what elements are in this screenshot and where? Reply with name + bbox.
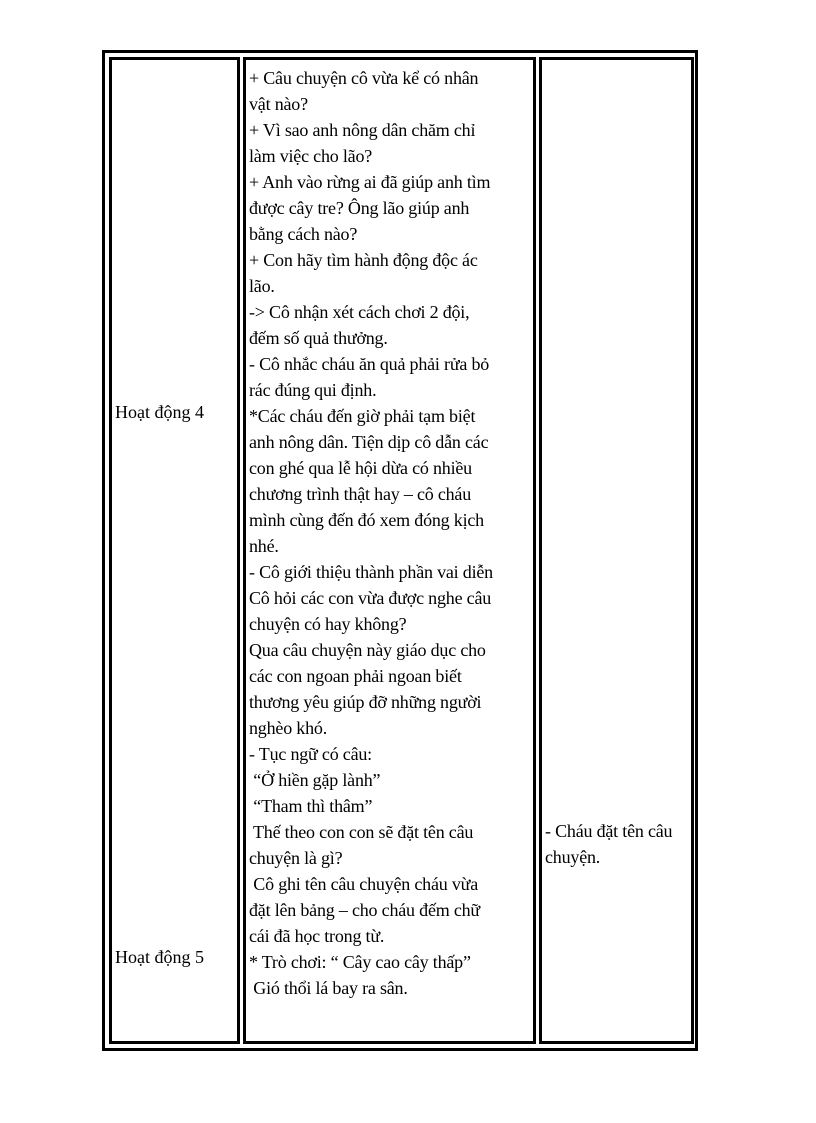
text-line: Cô hỏi các con vừa được nghe câu [249, 588, 492, 608]
text-line: chuyện. [545, 847, 601, 867]
text-line: *Các cháu đến giờ phải tạm biệt [249, 406, 476, 426]
child-activity-column [539, 57, 694, 1044]
text-line: - Tục ngữ có câu: [249, 744, 372, 764]
teacher-activity-column [243, 57, 536, 1044]
text-line: * Trò chơi: “ Cây cao cây thấp” [249, 952, 471, 972]
activity-label-column [109, 57, 240, 1044]
text-line: rác đúng qui định. [249, 380, 377, 400]
text-line: được cây tre? Ông lão giúp anh [249, 198, 470, 218]
text-line: Gió thổi lá bay ra sân. [249, 978, 408, 998]
text-line: mình cùng đến đó xem đóng kịch [249, 510, 484, 530]
lesson-table [102, 50, 698, 1051]
activity-4-label: Hoạt động 4 [115, 402, 204, 422]
text-line: - Cháu đặt tên câu [545, 821, 673, 841]
text-line: cái đã học trong từ. [249, 926, 385, 946]
text-line: -> Cô nhận xét cách chơi 2 đội, [249, 302, 470, 322]
text-line: - Cô giới thiệu thành phần vai diễn [249, 562, 493, 582]
text-line: + Vì sao anh nông dân chăm chỉ [249, 120, 476, 140]
text-line: Qua câu chuyện này giáo dục cho [249, 640, 486, 660]
text-line: chương trình thật hay – cô cháu [249, 484, 472, 504]
text-line: chuyện có hay không? [249, 614, 407, 634]
text-line: lão. [249, 276, 275, 296]
text-line: các con ngoan phải ngoan biết [249, 666, 462, 686]
text-line: anh nông dân. Tiện dịp cô dẫn các [249, 432, 489, 452]
text-line: đếm số quả thưởng. [249, 328, 388, 348]
text-line: Cô ghi tên câu chuyện cháu vừa [249, 874, 478, 894]
text-line: con ghé qua lễ hội dừa có nhiều [249, 458, 472, 478]
text-line: chuyện là gì? [249, 848, 343, 868]
text-line: + Anh vào rừng ai đã giúp anh tìm [249, 172, 491, 192]
text-line: thương yêu giúp đỡ những người [249, 692, 482, 712]
teacher-activity-text [249, 65, 533, 1001]
text-line: nhé. [249, 536, 279, 556]
text-line: “Ở hiền gặp lành” [249, 770, 381, 790]
text-line: “Tham thì thâm” [249, 796, 373, 816]
text-line: + Câu chuyện cô vừa kể có nhân [249, 68, 479, 88]
text-line: - Cô nhắc cháu ăn quả phải rửa bỏ [249, 354, 490, 374]
text-line: Thế theo con con sẽ đặt tên câu [249, 822, 474, 842]
text-line: bằng cách nào? [249, 224, 358, 244]
child-activity-text [545, 818, 672, 870]
text-line: nghèo khó. [249, 718, 327, 738]
text-line: + Con hãy tìm hành động độc ác [249, 250, 478, 270]
text-line: vật nào? [249, 94, 308, 114]
activity-5-label: Hoạt động 5 [115, 947, 204, 967]
text-line: đặt lên bảng – cho cháu đếm chữ [249, 900, 480, 920]
text-line: làm việc cho lão? [249, 146, 373, 166]
